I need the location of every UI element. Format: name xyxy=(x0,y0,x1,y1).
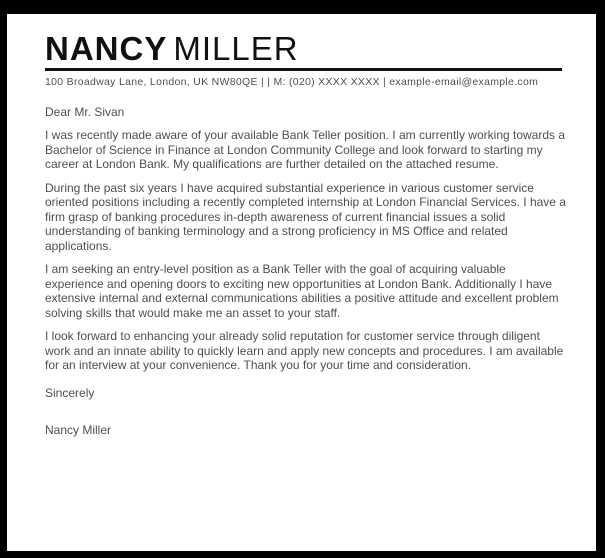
header-divider-rule xyxy=(45,68,562,71)
letter-paragraph: I am seeking an entry-level position as a Bank Teller with the goal of acquiring valuable experience and opening doors to exciting new opportunities at London Bank. Additionally I have extensive internal and external communications abilities a positive attitude and excellent problem solving skills that would make me an asset to your staff. xyxy=(45,262,559,320)
page-title xyxy=(45,32,567,66)
title-first-name: NANCY xyxy=(45,30,168,67)
letter-body xyxy=(45,128,567,373)
closing-line: Sincerely xyxy=(45,385,95,400)
letter-paragraph: I was recently made aware of your available Bank Teller position. I am currently working towards a Bachelor of Science in Finance at London Community College and look forward to starting my career at London Bank. My qualifications are further detailed on the attached resume. xyxy=(45,128,566,171)
contact-info: 100 Broadway Lane, London, UK NW80QE | | M: (020) XXXX XXXX | example-email@example.com xyxy=(45,76,539,88)
letter-content xyxy=(45,14,567,437)
letter-paragraph: I look forward to enhancing your already solid reputation for customer service through diligent work and an innate ability to quickly learn and apply new concepts and procedures. I am available for an interview at your convenience. Thank you for your time and consideration. xyxy=(45,329,564,372)
salutation: Dear Mr. Sivan xyxy=(45,105,125,119)
letter-page xyxy=(7,14,596,551)
title-last-name: MILLER xyxy=(173,30,299,67)
signature-name: Nancy Miller xyxy=(45,422,112,437)
letter-paragraph: During the past six years I have acquired substantial experience in various customer service oriented positions including a recently completed internship at London Financial Services. I have a firm grasp of banking procedures in-depth awareness of current financial issues a solid understanding of banking terminology and a strong proficiency in MS Office and related applications. xyxy=(45,180,566,253)
